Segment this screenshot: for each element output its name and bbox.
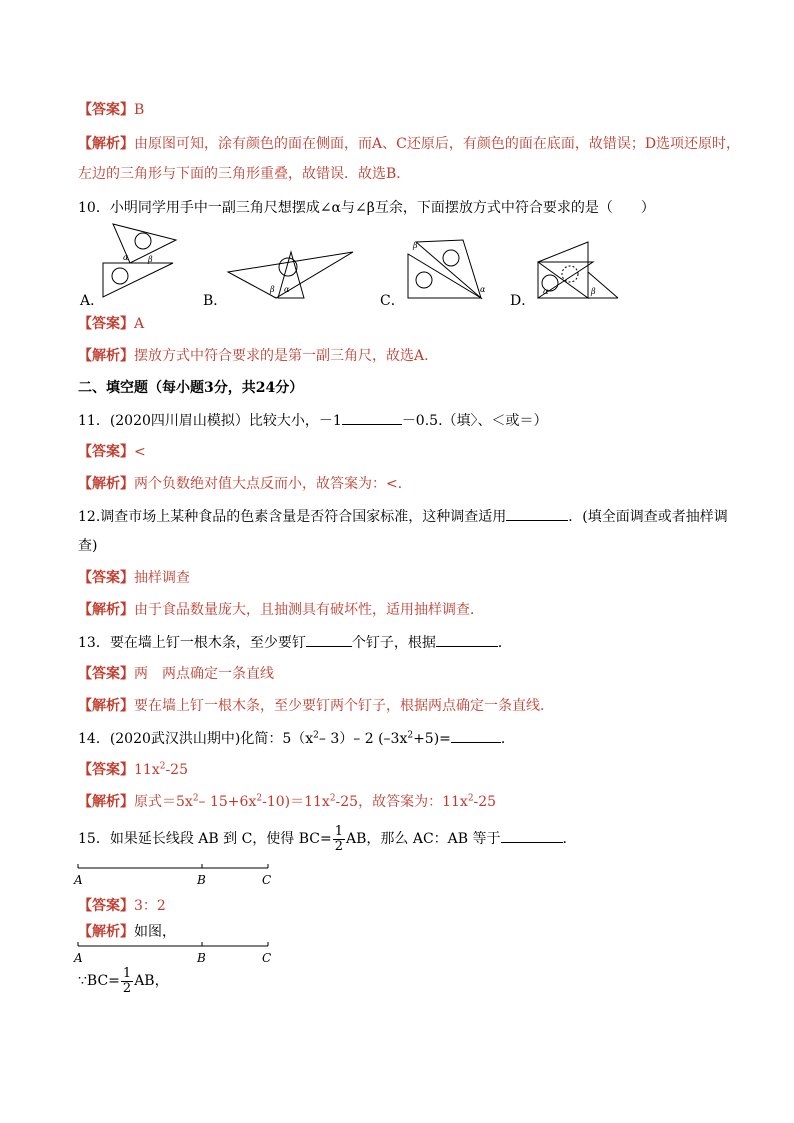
analysis-tag: 【解析】 <box>78 476 134 492</box>
q13-analysis: 要在墙上钉一根木条，至少要钉两个钉子，根据两点确定一条直线. <box>134 698 545 714</box>
point-b-label: B <box>197 873 206 887</box>
q15-segment-figure <box>70 860 280 890</box>
q11-answer: < <box>134 444 146 460</box>
q9-answer-line <box>78 100 144 120</box>
q9-analysis-line1 <box>78 134 740 154</box>
q13-analysis-line <box>78 696 544 716</box>
q13-stem-c: ． <box>497 635 512 651</box>
exponent: 2 <box>256 793 263 804</box>
fig-d-alpha: α <box>543 287 549 296</box>
q12-analysis: 由于食品数量庞大，且抽测具有破坏性，适用抽样调查． <box>134 602 484 618</box>
q9-answer: B <box>134 102 145 118</box>
answer-tag: 【答案】 <box>78 102 134 118</box>
q15-analysis-1: 如图， <box>134 924 176 940</box>
q15-stem-c: ． <box>562 831 577 847</box>
q12-stem <box>78 506 728 527</box>
q12-stem-b: ．(填全面调查或者抽样调 <box>568 509 728 525</box>
q15-answer: 3：2 <box>134 898 166 914</box>
q12-answer: 抽样调查 <box>134 570 190 586</box>
fig-b-alpha: α <box>284 285 290 294</box>
q9-analysis-1: 由原图可知，涂有颜色的面在侧面，而A、C还原后，有颜色的面在底面，故错误；D选项还原时， <box>134 136 741 152</box>
analysis-tag: 【解析】 <box>78 136 134 152</box>
q13-stem-b: 个钉子，根据 <box>351 635 436 651</box>
q14-analysis-c: -10)＝11x <box>262 794 330 810</box>
q14-answer-a: 11x <box>134 762 160 778</box>
q13-stem-a: 13．要在墙上钉一根木条，至少要钉 <box>78 635 306 651</box>
q14-analysis-e: -25 <box>473 794 497 810</box>
option-c: C． <box>380 293 405 309</box>
figure-a <box>103 224 176 297</box>
q10-answer: A <box>134 316 145 332</box>
fig-d-beta: β <box>591 287 596 296</box>
q14-stem-d: ． <box>500 731 515 747</box>
q12-answer-line <box>78 568 190 588</box>
q10-analysis: 摆放方式中符合要求的是第一副三角尺，故选A. <box>134 348 429 364</box>
figure-c <box>408 240 486 298</box>
point-a-label: A <box>74 873 83 887</box>
frac-num: 1 <box>122 965 132 981</box>
fig-c-beta: β <box>413 241 418 250</box>
q11-analysis-line <box>78 474 412 494</box>
exponent: 2 <box>329 793 336 804</box>
q14-analysis-a: 原式＝5x <box>134 794 193 810</box>
frac-den: 2 <box>122 980 132 996</box>
answer-tag: 【答案】 <box>78 666 134 682</box>
frac-num: 1 <box>334 823 343 839</box>
point-a-label: A <box>74 951 83 965</box>
answer-tag: 【答案】 <box>78 316 134 332</box>
q14-blank[interactable] <box>451 728 501 743</box>
because-b: AB， <box>134 973 169 989</box>
q11-analysis: 两个负数绝对值大点反而小，故答案为：<． <box>134 476 412 492</box>
q12-stem-cont: 查) <box>78 538 98 554</box>
q10-figures <box>78 220 638 310</box>
q15-blank[interactable] <box>501 828 563 843</box>
q15-stem-b: AB，那么 AC：AB 等于 <box>346 831 501 847</box>
q15-answer-line <box>78 896 166 916</box>
point-b-label: B <box>197 951 206 965</box>
fig-a-alpha: α <box>123 253 129 262</box>
q14-stem-a: 14．(2020武汉洪山期中)化简：5（x <box>78 731 314 747</box>
q12-blank[interactable] <box>506 506 568 521</box>
q11-answer-line <box>78 442 146 462</box>
fig-b-beta: β <box>270 285 275 294</box>
q14-analysis-line <box>78 792 496 812</box>
q11-blank[interactable] <box>342 410 402 425</box>
answer-tag: 【答案】 <box>78 762 134 778</box>
q13-answer: 两 两点确定一条直线 <box>134 666 274 682</box>
q15-because-line <box>78 966 169 996</box>
answer-tag: 【答案】 <box>78 444 134 460</box>
q11-stem-b: －0.5.（填〉、＜或＝） <box>401 413 548 429</box>
answer-tag: 【答案】 <box>78 898 134 914</box>
q14-stem <box>78 728 515 749</box>
q13-blank-2[interactable] <box>436 632 498 647</box>
analysis-tag: 【解析】 <box>78 602 134 618</box>
exponent: 2 <box>313 730 319 741</box>
answer-tag: 【答案】 <box>78 570 134 586</box>
q13-blank-1[interactable] <box>306 632 352 647</box>
q14-answer-line <box>78 760 188 780</box>
q12-analysis-line <box>78 600 484 620</box>
point-c-label: C <box>262 873 272 887</box>
fraction-half <box>121 967 133 996</box>
because-a: ∵BC= <box>78 973 120 989</box>
exponent: 2 <box>407 730 414 741</box>
fig-c-alpha: α <box>480 285 486 294</box>
q10-analysis-line <box>78 346 429 366</box>
analysis-tag: 【解析】 <box>78 794 134 810</box>
q14-stem-c: +5)= <box>413 731 451 747</box>
q10-stem: 10．小明同学用手中一副三角尺想摆成∠α与∠β互余，下面摆放方式中符合要求的是（ ） <box>78 200 655 216</box>
q9-analysis-line2 <box>78 164 410 184</box>
q15-stem <box>78 824 577 854</box>
q13-answer-line <box>78 664 274 684</box>
frac-den: 2 <box>334 838 343 854</box>
analysis-tag: 【解析】 <box>78 348 134 364</box>
exponent: 2 <box>159 761 166 772</box>
option-d: D． <box>510 293 536 309</box>
q11-stem <box>78 410 548 431</box>
analysis-tag: 【解析】 <box>78 698 134 714</box>
figure-b <box>228 252 353 298</box>
figure-d <box>538 242 618 298</box>
q14-answer-b: -25 <box>165 762 188 778</box>
q11-stem-a: 11．(2020四川眉山模拟）比较大小，－1 <box>78 413 342 429</box>
q9-analysis-2: 左边的三角形与下面的三角形重叠，故错误．故选B． <box>78 166 411 182</box>
q14-stem-b: – 3）– 2 (–3x <box>318 731 408 747</box>
analysis-tag: 【解析】 <box>78 924 134 940</box>
q15-stem-a: 15．如果延长线段 AB 到 C，使得 BC= <box>78 831 332 847</box>
exponent: 2 <box>467 793 474 804</box>
q10-answer-line <box>78 314 144 334</box>
option-b: B． <box>203 293 228 309</box>
exponent: 2 <box>192 793 199 804</box>
point-c-label: C <box>262 951 272 965</box>
section-title: 二、填空题（每小题3分，共24分） <box>78 380 304 396</box>
fraction-half <box>333 825 345 854</box>
q14-analysis-d: -25，故答案为：11x <box>335 794 468 810</box>
q14-analysis-b: – 15+6x <box>198 794 257 810</box>
q12-stem-a: 12.调查市场上某种食品的色素含量是否符合国家标准，这种调查适用 <box>78 509 507 525</box>
option-a: A． <box>80 293 105 309</box>
fig-a-beta: β <box>148 255 153 264</box>
q15-analysis-segment-figure <box>70 938 280 968</box>
q13-stem <box>78 632 512 653</box>
